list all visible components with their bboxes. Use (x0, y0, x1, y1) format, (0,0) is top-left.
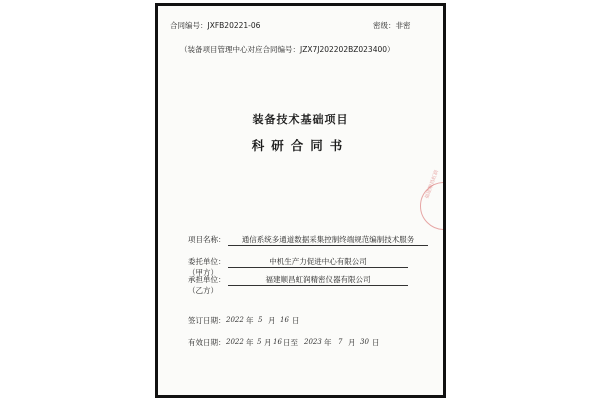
signing-month: 5 (258, 316, 263, 324)
signing-month-unit: 月 (268, 316, 276, 325)
validity-end-year: 2023 (304, 338, 322, 346)
client-party-label: （甲方） (188, 268, 218, 277)
validity-start-year: 2022 (226, 338, 244, 346)
center-contract-number: （装备项目管理中心对应合同编号：JZX7J202202BZ023400） (180, 45, 395, 54)
company-seal-text: 福建顺昌虹润 (424, 169, 440, 200)
contract-number: 合同编号：JXFB20221-06 (170, 21, 261, 30)
validity-start-year-unit: 年 (246, 338, 254, 347)
validity-end-day-unit: 日 (372, 338, 380, 347)
signing-day: 16 (280, 316, 289, 324)
validity-end-month-unit: 月 (348, 338, 356, 347)
validity-date-label: 有效日期： (188, 338, 226, 347)
secret-level: 密级：非密 (373, 21, 411, 30)
document-title-line2: 科研合同书 (251, 138, 350, 153)
validity-end-year-unit: 年 (324, 338, 332, 347)
signing-date-label: 签订日期： (188, 316, 226, 325)
signing-day-unit: 日 (292, 316, 300, 325)
contractor-value: 福建顺昌虹润精密仪器有限公司 (228, 276, 408, 286)
contract-page (155, 3, 446, 398)
signing-year: 2022 (226, 316, 244, 324)
project-name-label: 项目名称： (188, 235, 226, 244)
document-title-line1: 装备技术基础项目 (252, 113, 349, 126)
client-label: 委托单位： (188, 257, 226, 266)
validity-start-month-unit: 月 (264, 338, 272, 347)
client-value: 中机生产力促进中心有限公司 (228, 258, 408, 268)
project-name-value: 通信系统多通道数据采集控制终端规范编制技术服务 (228, 236, 428, 246)
validity-start-day-unit: 日至 (283, 338, 298, 347)
validity-end-day: 30 (360, 338, 369, 346)
contractor-party-label: （乙方） (188, 286, 218, 295)
signing-year-unit: 年 (246, 316, 254, 325)
validity-end-month: 7 (338, 338, 343, 346)
validity-start-day: 16 (273, 338, 282, 346)
contractor-label: 承担单位： (188, 275, 226, 284)
validity-start-month: 5 (257, 338, 262, 346)
